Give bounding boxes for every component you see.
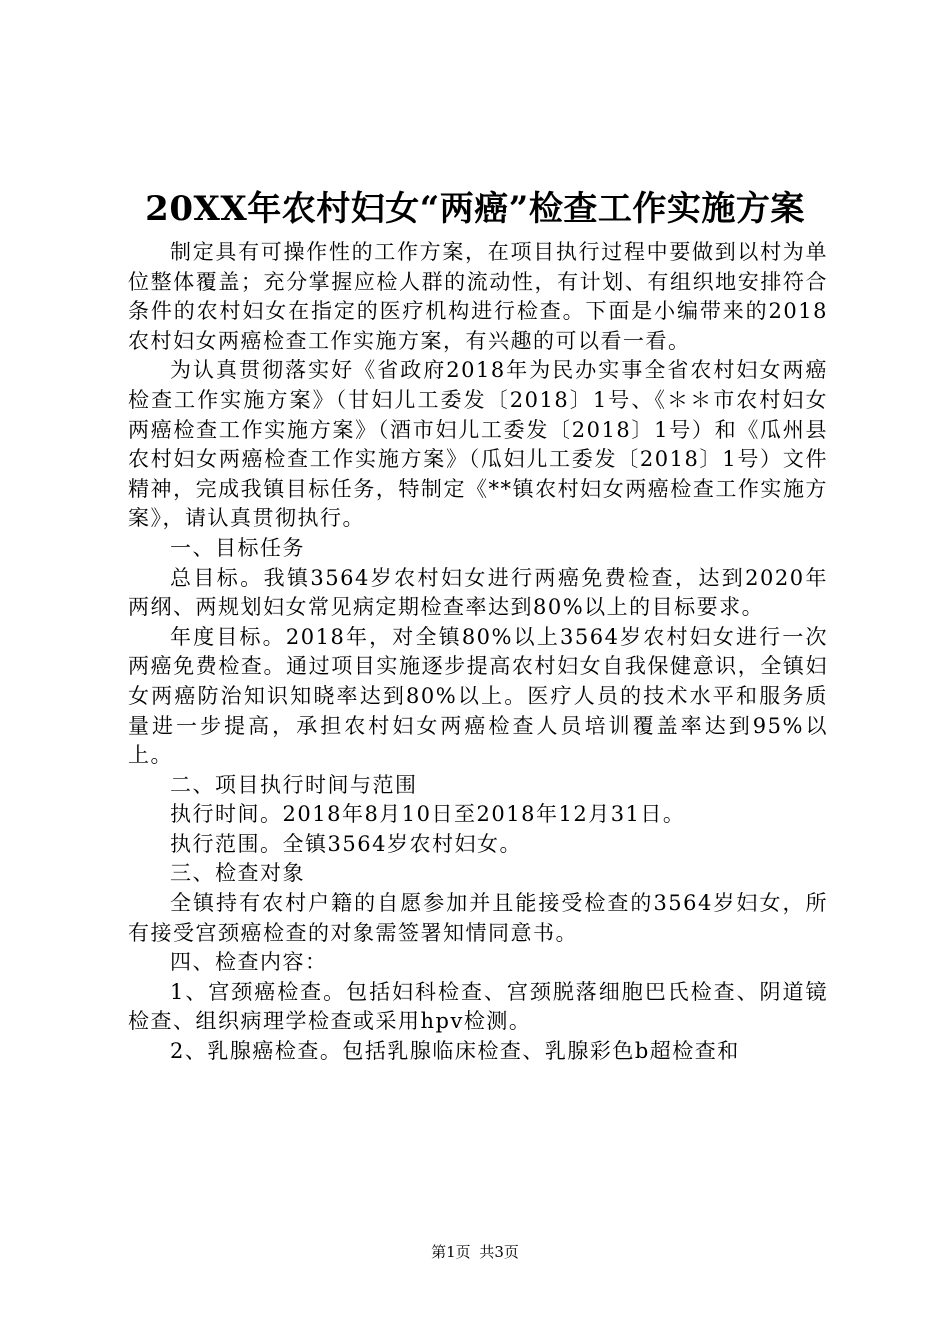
paragraph-annual-goal: 年度目标。2018年，对全镇80%以上3564岁农村妇女进行一次两癌免费检查。通过项目实施逐步提高农村妇女自我保健意识，全镇妇女两癌防治知识知晓率达到80%以上。医疗人员的技术水平和服务质量进一步提高，承担农村妇女两癌检查人员培训覆盖率达到95%以上。 bbox=[128, 624, 828, 768]
page-number: 第1页 bbox=[431, 1243, 471, 1261]
section-heading-content: 四、检查内容： bbox=[170, 950, 328, 975]
page-total: 共3页 bbox=[479, 1243, 519, 1261]
document-body bbox=[128, 238, 828, 1067]
section-heading-targets: 三、检查对象 bbox=[170, 861, 305, 886]
paragraph-targets: 全镇持有农村户籍的自愿参加并且能接受检查的3564岁妇女，所有接受宫颈癌检查的对象需签署知情同意书。 bbox=[128, 891, 828, 945]
page-footer bbox=[0, 1242, 950, 1262]
paragraph-cervical-check: 1、宫颈癌检查。包括妇科检查、宫颈脱落细胞巴氏检查、阴道镜检查、组织病理学检查或采用hpv检测。 bbox=[128, 979, 828, 1034]
paragraph-breast-check: 2、乳腺癌检查。包括乳腺临床检查、乳腺彩色b超检查和 bbox=[170, 1039, 740, 1064]
document-title: 20XX年农村妇女“两癌”检查工作实施方案 bbox=[145, 189, 805, 229]
section-heading-time-scope: 二、项目执行时间与范围 bbox=[170, 772, 418, 797]
paragraph-overall-goal: 总目标。我镇3564岁农村妇女进行两癌免费检查，达到2020年两纲、两规划妇女常见病定期检查率达到80%以上的目标要求。 bbox=[128, 565, 828, 620]
paragraph-execution-scope: 执行范围。全镇3564岁农村妇女。 bbox=[170, 831, 522, 856]
section-heading-goals: 一、目标任务 bbox=[170, 535, 305, 560]
paragraph-intro: 制定具有可操作性的工作方案，在项目执行过程中要做到以村为单位整体覆盖；充分掌握应检人群的流动性，有计划、有组织地安排符合条件的农村妇女在指定的医疗机构进行检查。下面是小编带来的2018农村妇女两癌检查工作实施方案，有兴趣的可以看一看。 bbox=[128, 240, 828, 353]
paragraph-purpose: 为认真贯彻落实好《省政府2018年为民办实事全省农村妇女两癌检查工作实施方案》（甘妇儿工委发〔2018〕1号、《＊＊市农村妇女两癌检查工作实施方案》（酒市妇儿工委发〔2018〕1号）和《瓜州县农村妇女两癌检查工作实施方案》（瓜妇儿工委发〔2018〕1号）文件精神，完成我镇目标任务，特制定《**镇农村妇女两癌检查工作实施方案》，请认真贯彻执行。 bbox=[128, 358, 828, 531]
paragraph-execution-time: 执行时间。2018年8月10日至2018年12月31日。 bbox=[170, 802, 686, 827]
